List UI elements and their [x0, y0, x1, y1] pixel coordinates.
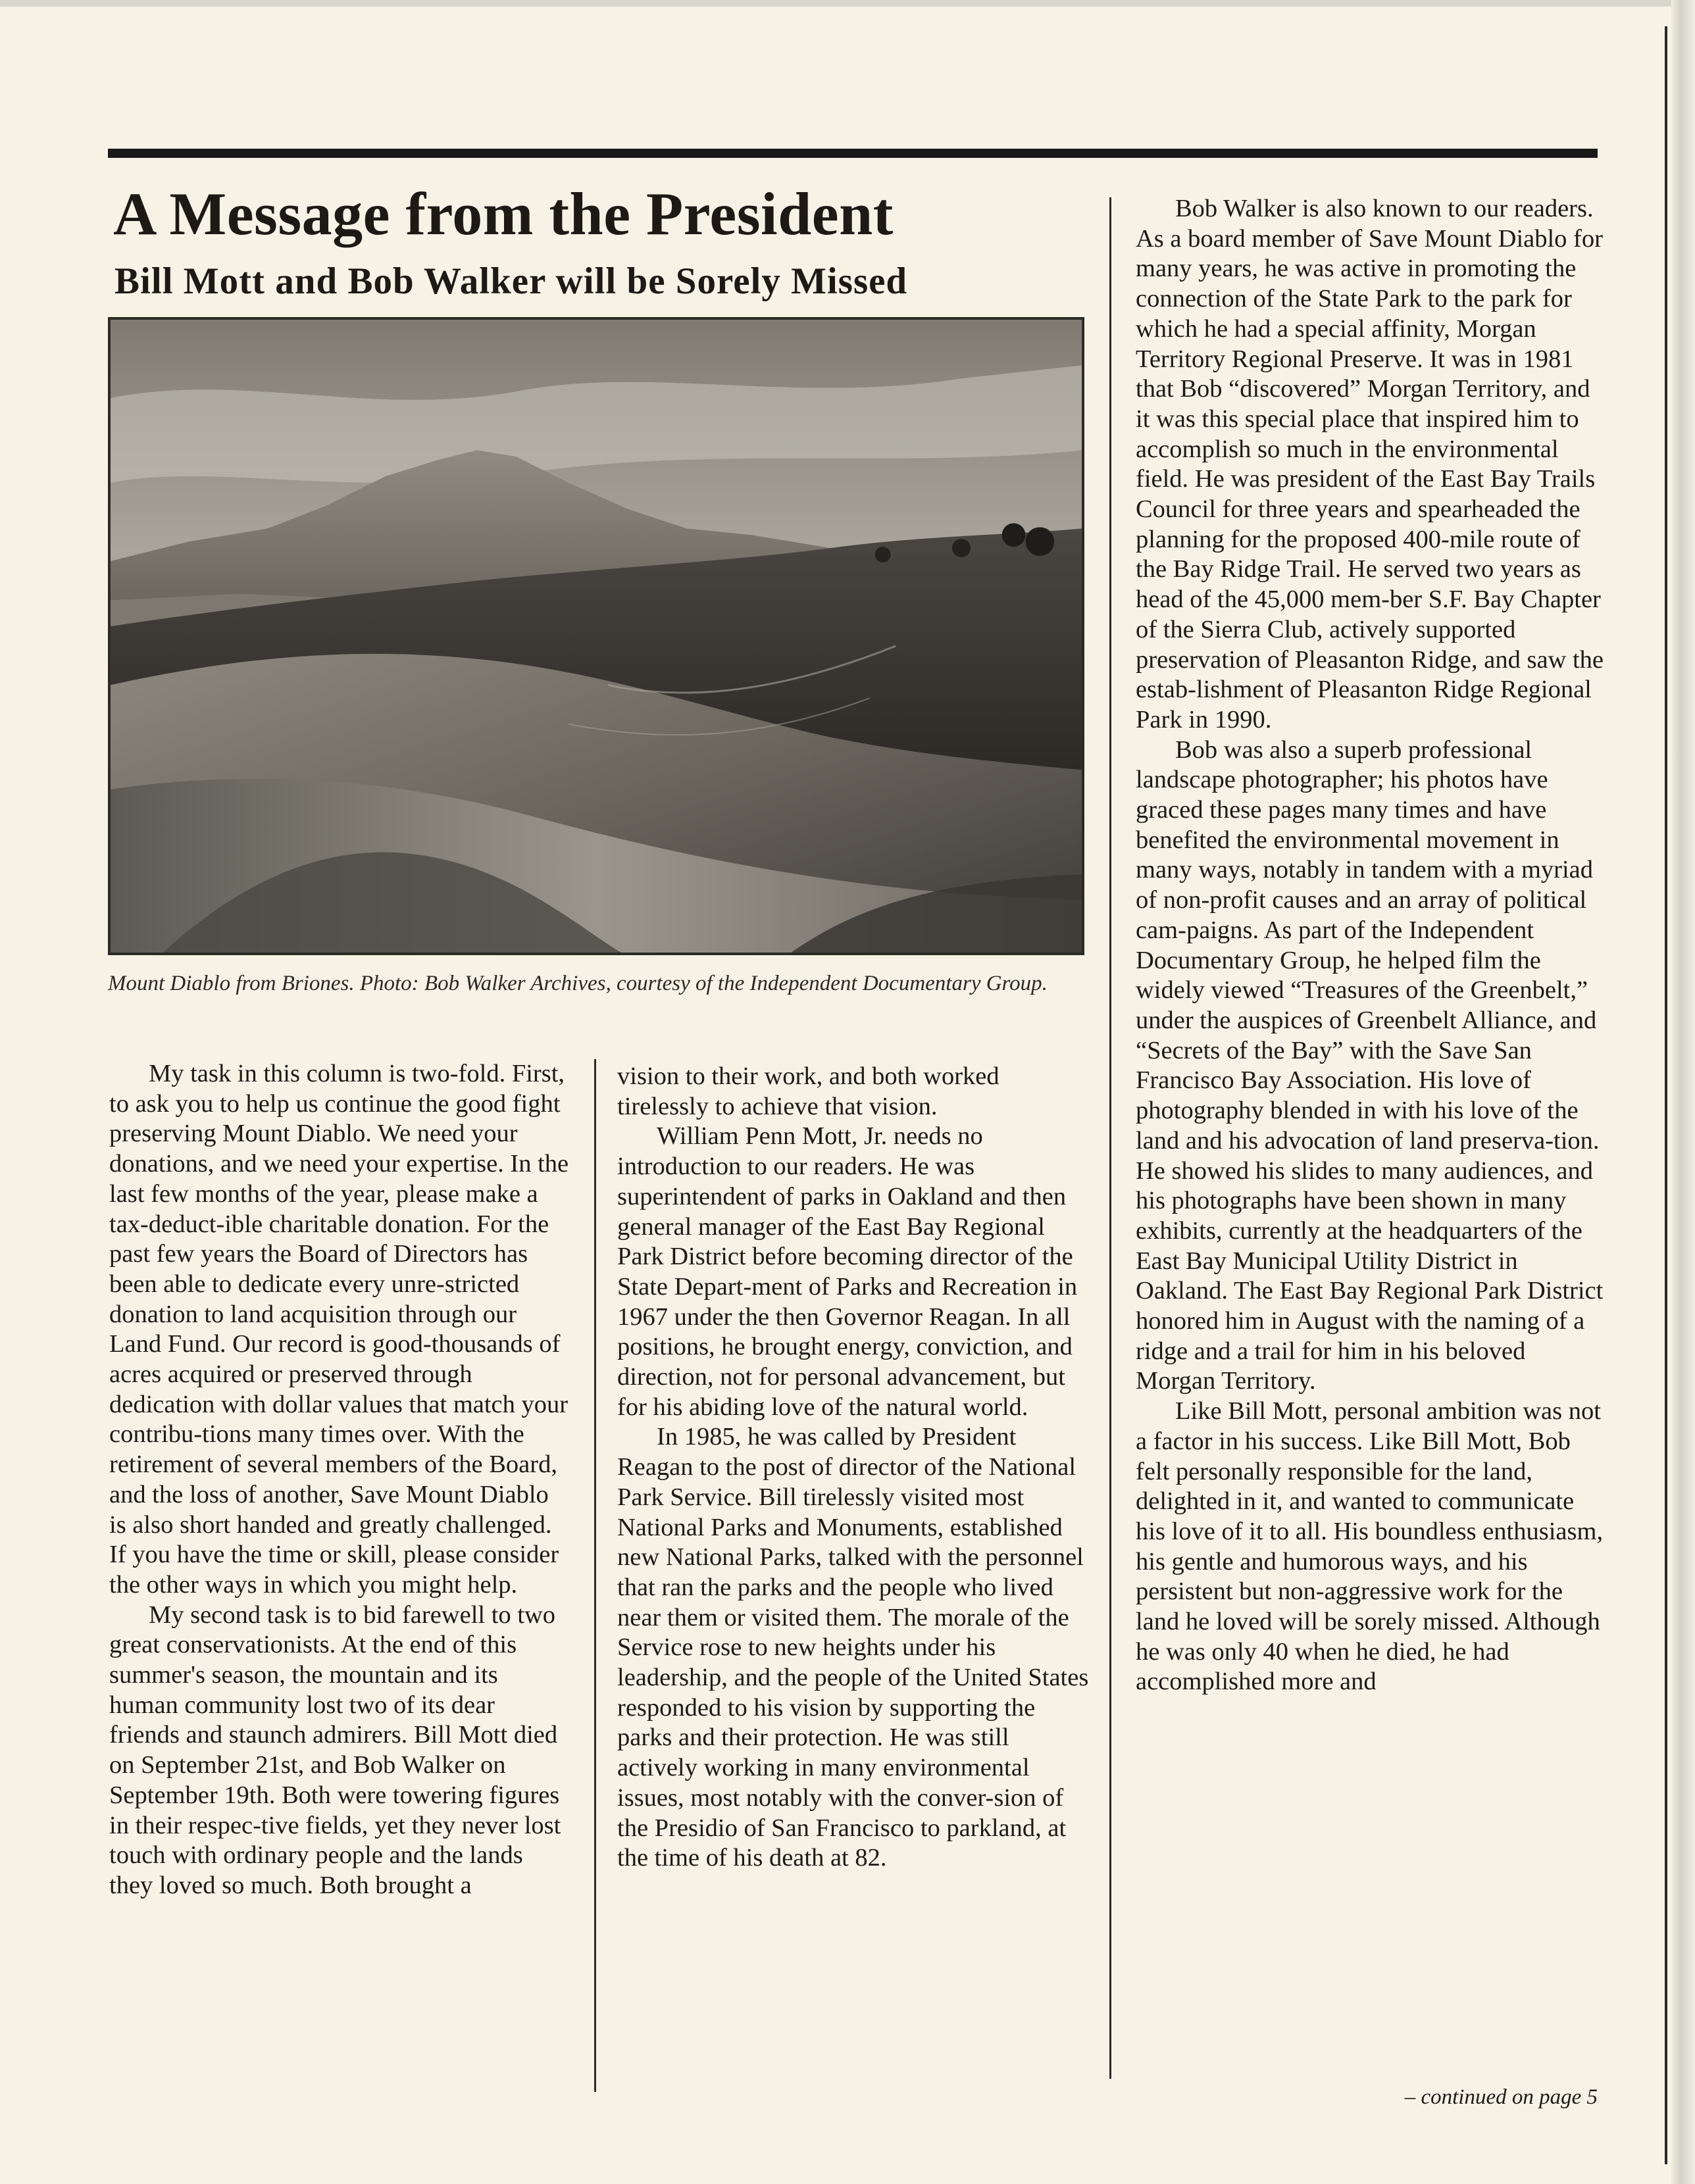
paragraph: In 1985, he was called by President Reagan to the post of director of the National Park Service. Bill tirelessly visited most National Parks and Monuments, established new National Parks, talked with the personnel that ran the parks and the people who lived near them or visited them. The morale of the Service rose to new heights under his leadership, and the people of the United States responded to his vision by supporting the parks and their protection. He was still actively working in many environmental issues, most notably with the conver-sion of the Presidio of San Francisco to parkland, at the time of his death at 82.: [617, 1423, 1089, 1872]
paragraph: My task in this column is two-fold. First, to ask you to help us continue the good fight preserving Mount Diablo. We need your donations, and we need your expertise. In the last few months of the year, please make a tax-deduct-ible charitable donation. For the past few years the Board of Directors has been able to dedicate every unre-stricted donation to land acquisition through our Land Fund. Our record is good-thousands of acres acquired or preserved through dedication with dollar values that match your contribu-tions many times over. With the retirement of several members of the Board, and the loss of another, Save Mount Diablo is also short handed and greatly challenged. If you have the time or skill, please consider the other ways in which you might help.: [109, 1060, 569, 1599]
page-binding-edge: [1671, 0, 1695, 2184]
paragraph: William Penn Mott, Jr. needs no introduction to our readers. He was superintendent of parks in Oakland and then general manager of the East Bay Regional Park District before becoming director of the State Depart-ment of Parks and Recreation in 1967 under the then Governor Reagan. In all positions, he brought energy, conviction, and direction, not for personal advancement, but for his abiding love of the natural world.: [617, 1122, 1078, 1421]
mount-diablo-photo: [108, 317, 1084, 955]
page-top-edge: [0, 0, 1695, 7]
photo-caption: Mount Diablo from Briones. Photo: Bob Walker Archives, courtesy of the Independent Documentary Group.: [108, 972, 1048, 995]
page-edge-line: [1665, 26, 1667, 2164]
paragraph: My second task is to bid farewell to two great conservationists. At the end of this summer's season, the mountain and its human community lost two of its dear friends and staunch admirers. Bill Mott died on September 21st, and Bob Walker on September 19th. Both were towering figures in their respec-tive fields, yet they never lost touch with ordinary people and the lands they loved so much. Both brought a: [109, 1601, 561, 1899]
paragraph: Like Bill Mott, personal ambition was not a factor in his success. Like Bill Mott, Bob felt personally responsible for the land, delighted in it, and wanted to communicate his love of it to all. His boundless enthusiasm, his gentle and humorous ways, and his persistent but non-aggressive work for the land he loved will be sorely missed. Although he was only 40 when he died, he had accomplished more and: [1136, 1397, 1604, 1696]
continued-on-page-link: – continued on page 5: [1404, 2085, 1598, 2109]
paragraph: Bob was also a superb professional landscape photographer; his photos have graced these pages many times and have benefited the environmental movement in many ways, notably in tandem with a myriad of non-profit causes and an array of political cam-paigns. As part of the Independent Documentary Group, he helped film the widely viewed “Treasures of the Greenbelt,” under the auspices of Greenbelt Alliance, and “Secrets of the Bay” with the Save San Francisco Bay Association. His love of photography blended in with his love of the land and his advocation of land preserva-tion. He showed his slides to many audiences, and his photographs have been shown in many exhibits, currently at the headquarters of the East Bay Municipal Utility District in Oakland. The East Bay Regional Park District honored him in August with the naming of a ridge and a trail for him in his beloved Morgan Territory.: [1136, 735, 1604, 1395]
article-subtitle: Bill Mott and Bob Walker will be Sorely Missed: [114, 261, 908, 302]
article-title: A Message from the President: [113, 180, 894, 247]
paragraph: vision to their work, and both worked tirelessly to achieve that vision.: [617, 1062, 999, 1120]
article-column-3: [1136, 194, 1607, 1697]
column-divider: [1109, 197, 1111, 2079]
column-divider: [594, 1059, 596, 2092]
header-rule: [108, 149, 1598, 158]
paragraph: Bob Walker is also known to our readers. As a board member of Save Mount Diablo for many years, he was active in promoting the connection of the State Park to the park for which he had a special affinity, Morgan Territory Regional Preserve. It was in 1981 that Bob “discovered” Morgan Territory, and it was this special place that inspired him to accomplish so much in the environmental field. He was president of the East Bay Trails Council for three years and spearheaded the planning for the proposed 400-mile route of the Bay Ridge Trail. He served two years as head of the 45,000 mem-ber S.F. Bay Chapter of the Sierra Club, actively supported preservation of Pleasanton Ridge, and saw the estab-lishment of Pleasanton Ridge Regional Park in 1990.: [1136, 195, 1604, 733]
article-column-2: [617, 1062, 1091, 1874]
article-column-1: [109, 1059, 570, 1901]
